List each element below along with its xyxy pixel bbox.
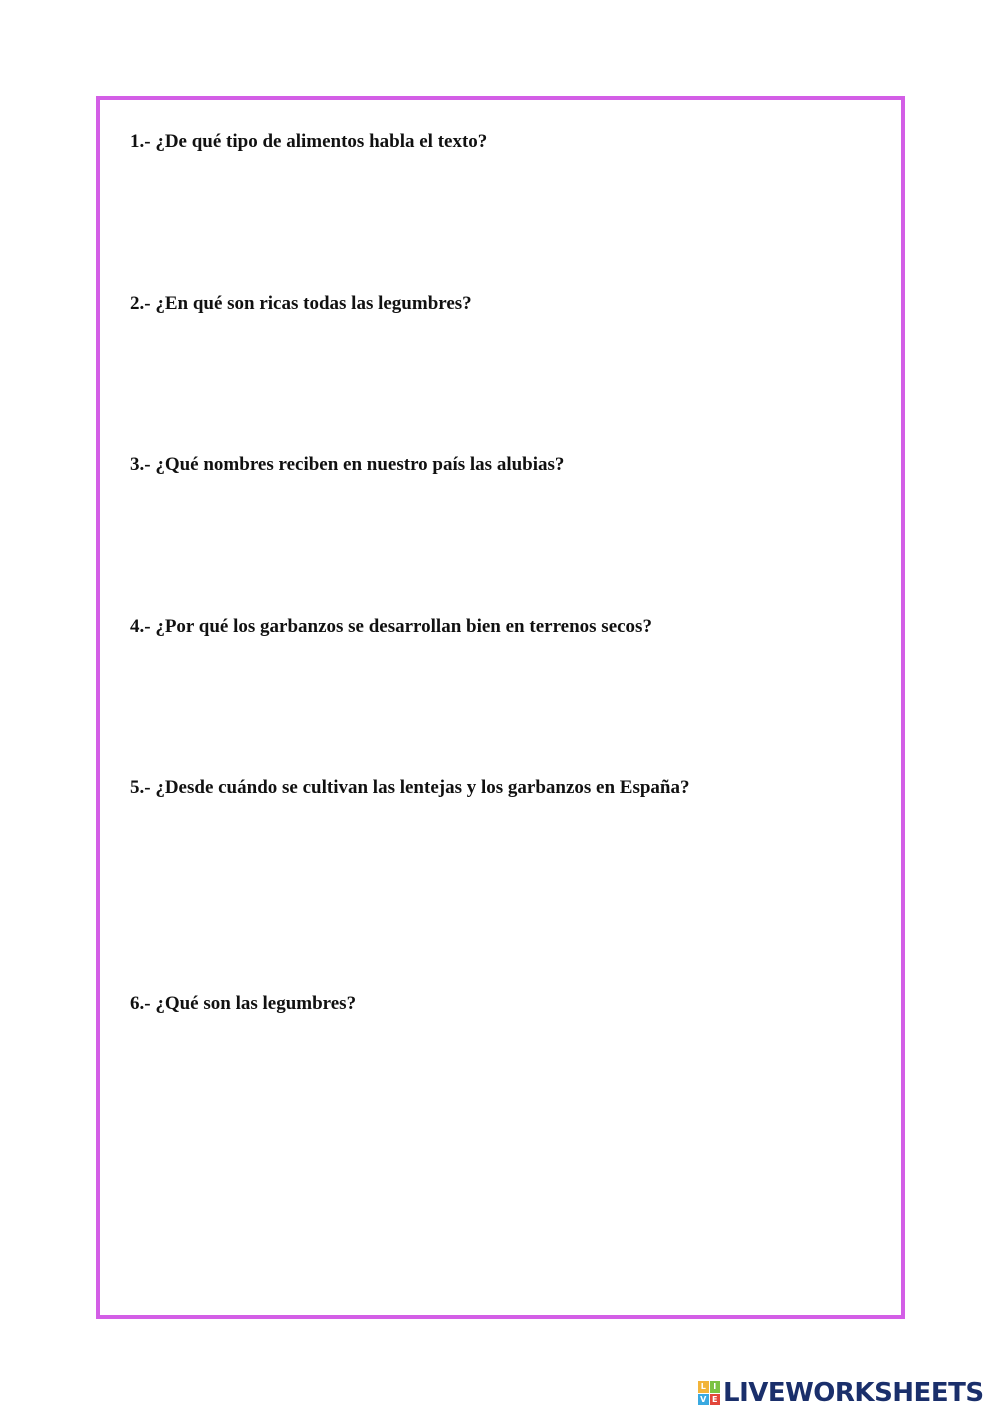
question-5: 5.- ¿Desde cuándo se cultivan las lentejas y los garbanzos en España? [130, 777, 690, 798]
question-2: 2.- ¿En qué son ricas todas las legumbres? [130, 293, 472, 314]
liveworksheets-brand [698, 1376, 984, 1410]
question-1: 1.- ¿De qué tipo de alimentos habla el texto? [130, 131, 488, 152]
worksheet-frame [96, 96, 905, 1319]
question-4: 4.- ¿Por qué los garbanzos se desarrollan bien en terrenos secos? [130, 616, 652, 637]
logo-letter-e: E [710, 1394, 721, 1406]
logo-letter-v: V [698, 1394, 709, 1406]
question-6: 6.- ¿Qué son las legumbres? [130, 993, 357, 1014]
brand-name: LIVEWORKSHEETS [723, 1378, 984, 1408]
logo-letter-i: I [710, 1381, 721, 1393]
liveworksheets-logo-icon [698, 1381, 720, 1405]
logo-letter-l: L [698, 1381, 709, 1393]
question-3: 3.- ¿Qué nombres reciben en nuestro país las alubias? [130, 454, 565, 475]
